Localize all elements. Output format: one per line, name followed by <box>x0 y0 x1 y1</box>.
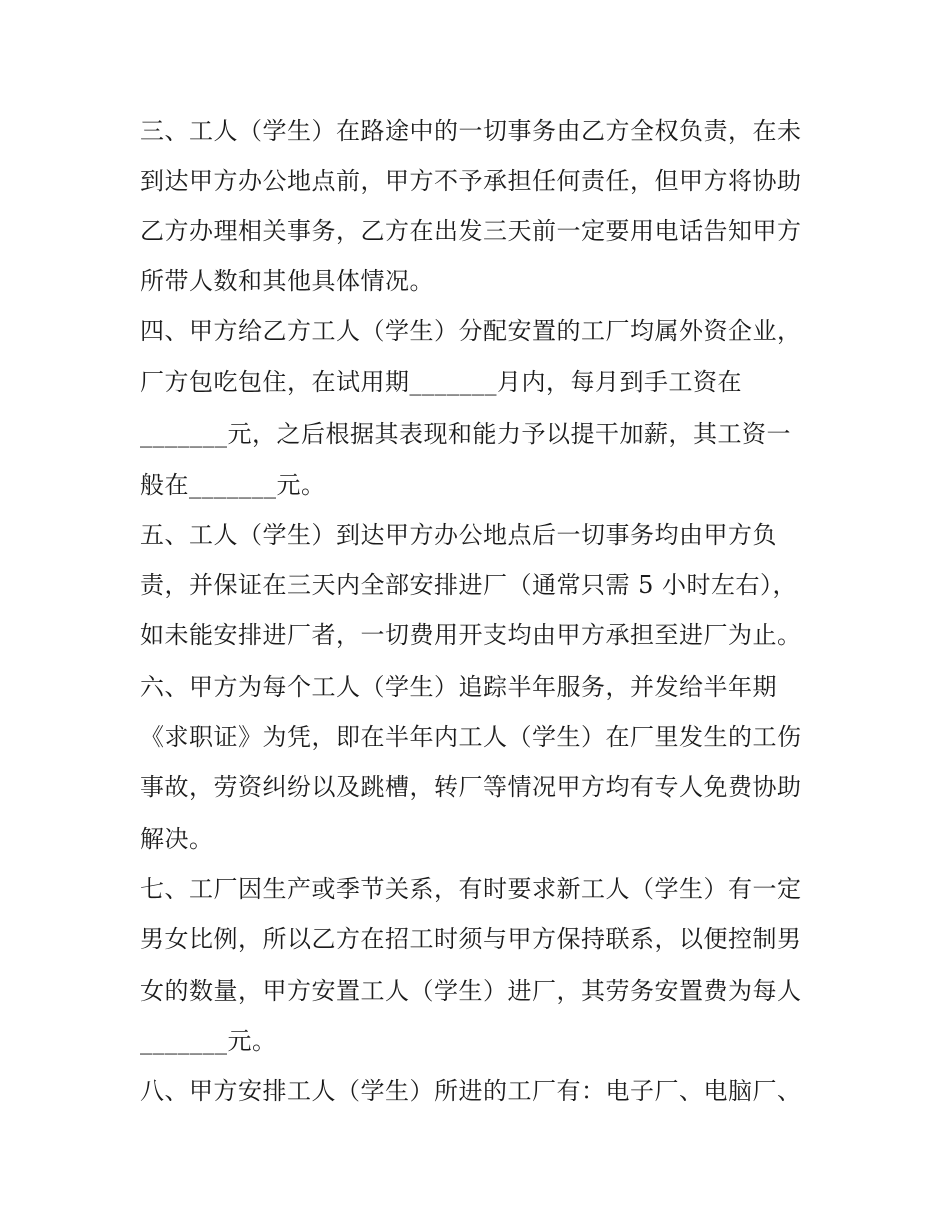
clause-7-line-2: 男女比例，所以乙方在招工时须与甲方保持联系，以便控制男 <box>140 925 802 953</box>
clause-6-line-3: 事故，劳资纠纷以及跳槽，转厂等情况甲方均有专人免费协助 <box>140 773 802 801</box>
clause-3-line-3: 乙方办理相关事务，乙方在出发三天前一定要用电话告知甲方 <box>140 217 802 245</box>
clause-5-line-1: 五、工人（学生）到达甲方办公地点后一切事务均由甲方负 <box>140 521 777 549</box>
clause-8-line-1: 八、甲方安排工人（学生）所进的工厂有：电子厂、电脑厂、 <box>140 1077 802 1105</box>
clause-3-line-2: 到达甲方办公地点前，甲方不予承担任何责任，但甲方将协助 <box>140 167 802 195</box>
clause-6-line-1: 六、甲方为每个工人（学生）追踪半年服务，并发给半年期 <box>140 673 777 701</box>
clause-5-line-3: 如未能安排进厂者，一切费用开支均由甲方承担至进厂为止。 <box>140 621 802 649</box>
clause-5-line-2: 责，并保证在三天内全部安排进厂（通常只需 5 小时左右）， <box>140 571 798 599</box>
clause-4-line-3: _______元，之后根据其表现和能力予以提干加薪，其工资一 <box>140 420 791 448</box>
clause-3-line-1: 三、工人（学生）在路途中的一切事务由乙方全权负责，在未 <box>140 117 802 145</box>
clause-7-line-4: _______元。 <box>140 1027 277 1055</box>
clause-7-line-3: 女的数量，甲方安置工人（学生）进厂，其劳务安置费为每人 <box>140 977 802 1005</box>
clause-7-line-1: 七、工厂因生产或季节关系，有时要求新工人（学生）有一定 <box>140 875 802 903</box>
clause-6-line-2: 《求职证》为凭，即在半年内工人（学生）在厂里发生的工伤 <box>140 723 802 751</box>
clause-4-line-2: 厂方包吃包住，在试用期_______月内，每月到手工资在 <box>140 368 742 396</box>
clause-6-line-4: 解决。 <box>140 825 214 853</box>
clause-4-line-4: 般在_______元。 <box>140 471 326 499</box>
clause-3-line-4: 所带人数和其他具体情况。 <box>140 267 434 295</box>
clause-4-line-1: 四、甲方给乙方工人（学生）分配安置的工厂均属外资企业， <box>140 317 802 345</box>
